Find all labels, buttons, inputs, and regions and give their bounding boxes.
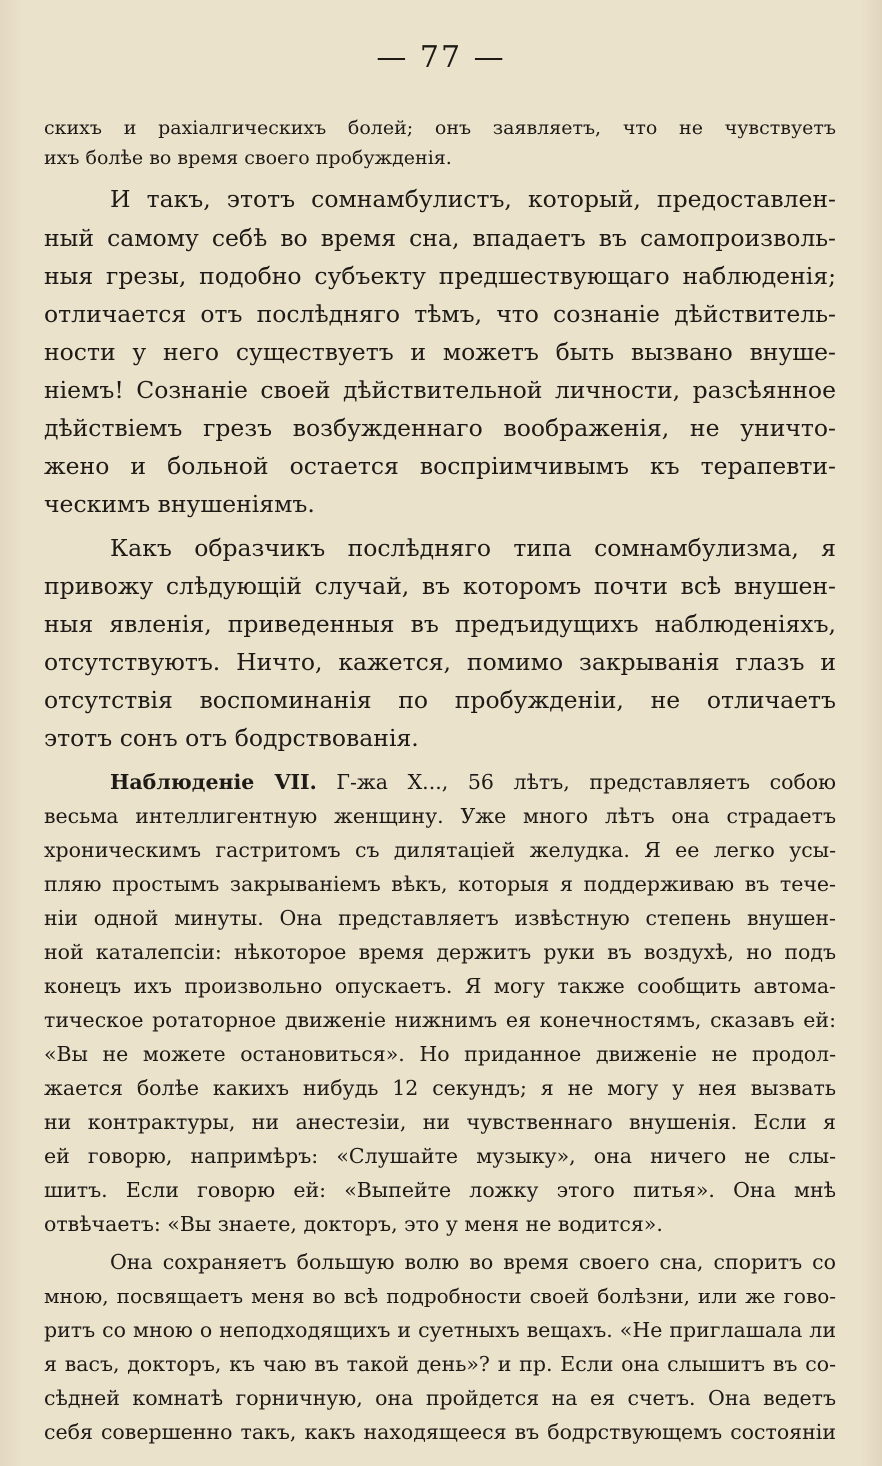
observation-title: Наблюденіе VII. xyxy=(110,770,317,794)
text-line: ныя грезы, подобно субъекту предшествующаго наблюденія; xyxy=(44,262,836,290)
text-line: жено и больной остается воспріимчивымъ къ терапевти- xyxy=(44,452,836,480)
text-line: ніи одной минуты. Она представляетъ извѣстную степень внушен- xyxy=(44,906,836,930)
text-line: Она сохраняетъ большую волю во время своего сна, споритъ со xyxy=(110,1250,836,1274)
text-line: мною, посвящаетъ меня во всѣ подробности своей болѣзни, или же гово- xyxy=(44,1284,836,1308)
text-line: отличается отъ послѣдняго тѣмъ, что сознаніе дѣйствитель- xyxy=(44,300,836,328)
observation-first-line xyxy=(110,766,836,798)
text-line: жается болѣе какихъ нибудь 12 секундъ; я не могу у нея вызвать xyxy=(44,1076,836,1100)
text-line: привожу слѣдующій случай, въ которомъ почти всѣ внушен- xyxy=(44,572,836,600)
text-line: пляю простымъ закрываніемъ вѣкъ, которыя я поддерживаю въ тече- xyxy=(44,872,836,896)
text-line: ной каталепсіи: нѣкоторое время держитъ руки въ воздухѣ, но подъ xyxy=(44,940,836,964)
text-line: ныя явленія, приведенныя въ предъидущихъ наблюденіяхъ, xyxy=(44,610,836,638)
text-line: дѣйствіемъ грезъ возбужденнаго воображенія, не уничто- xyxy=(44,414,836,442)
text-line: ческимъ внушеніямъ. xyxy=(44,490,315,518)
text-line: я васъ, докторъ, къ чаю въ такой день»? и пр. Если она слышитъ въ со- xyxy=(44,1352,836,1376)
text-line: ности у него существуетъ и можетъ быть вызвано внуше- xyxy=(44,338,836,366)
page-number: — 77 — xyxy=(376,40,506,75)
text-line: шитъ. Если говорю ей: «Выпейте ложку этого питья». Она мнѣ xyxy=(44,1178,836,1202)
text-line: ей говорю, напримѣръ: «Слушайте музыку», она ничего не слы- xyxy=(44,1144,836,1168)
text-line: И такъ, этотъ сомнамбулистъ, который, предоставлен- xyxy=(110,185,836,213)
text-line: ный самому себѣ во время сна, впадаетъ въ самопроизволь- xyxy=(44,224,836,252)
text-line: конецъ ихъ произвольно опускаетъ. Я могу также сообщить автома- xyxy=(44,974,836,998)
observation-text: Г-жа X..., 56 лѣтъ, представляетъ собою xyxy=(336,770,836,794)
text-line: отсутствія воспоминанія по пробужденіи, не отличаетъ xyxy=(44,686,836,714)
text-line: ритъ со мною о неподходящихъ и суетныхъ вещахъ. «Не приглашала ли xyxy=(44,1318,836,1342)
text-line: «Вы не можете остановиться». Но приданное движеніе не продол- xyxy=(44,1042,836,1066)
text-line: Какъ образчикъ послѣдняго типа сомнамбулизма, я xyxy=(110,534,836,562)
text-line: этотъ сонъ отъ бодрствованія. xyxy=(44,724,419,752)
text-line: себя совершенно такъ, какъ находящееся въ бодрствующемъ состояніи xyxy=(44,1420,836,1444)
text-line: ихъ болѣе во время своего пробужденія. xyxy=(44,147,452,169)
text-line: ни контрактуры, ни анестезіи, ни чувственнаго внушенія. Если я xyxy=(44,1110,836,1134)
text-line: скихъ и рахіалгическихъ болей; онъ заявляетъ, что не чувствуетъ xyxy=(44,117,836,139)
text-line: отвѣчаетъ: «Вы знаете, докторъ, это у меня не водится». xyxy=(44,1212,663,1236)
text-line: отсутствуютъ. Ничто, кажется, помимо закрыванія глазъ и xyxy=(44,648,836,676)
text-line: сѣдней комнатѣ горничную, она пройдется на ея счетъ. Она ведетъ xyxy=(44,1386,836,1410)
text-line: хроническимъ гастритомъ съ дилятаціей желудка. Я ее легко усы- xyxy=(44,838,836,862)
text-line: тическое ротаторное движеніе нижнимъ ея конечностямъ, сказавъ ей: xyxy=(44,1008,836,1032)
text-line: весьма интеллигентную женщину. Уже много лѣтъ она страдаетъ xyxy=(44,804,836,828)
text-line: ніемъ! Сознаніе своей дѣйствительной личности, разсѣянное xyxy=(44,376,836,404)
